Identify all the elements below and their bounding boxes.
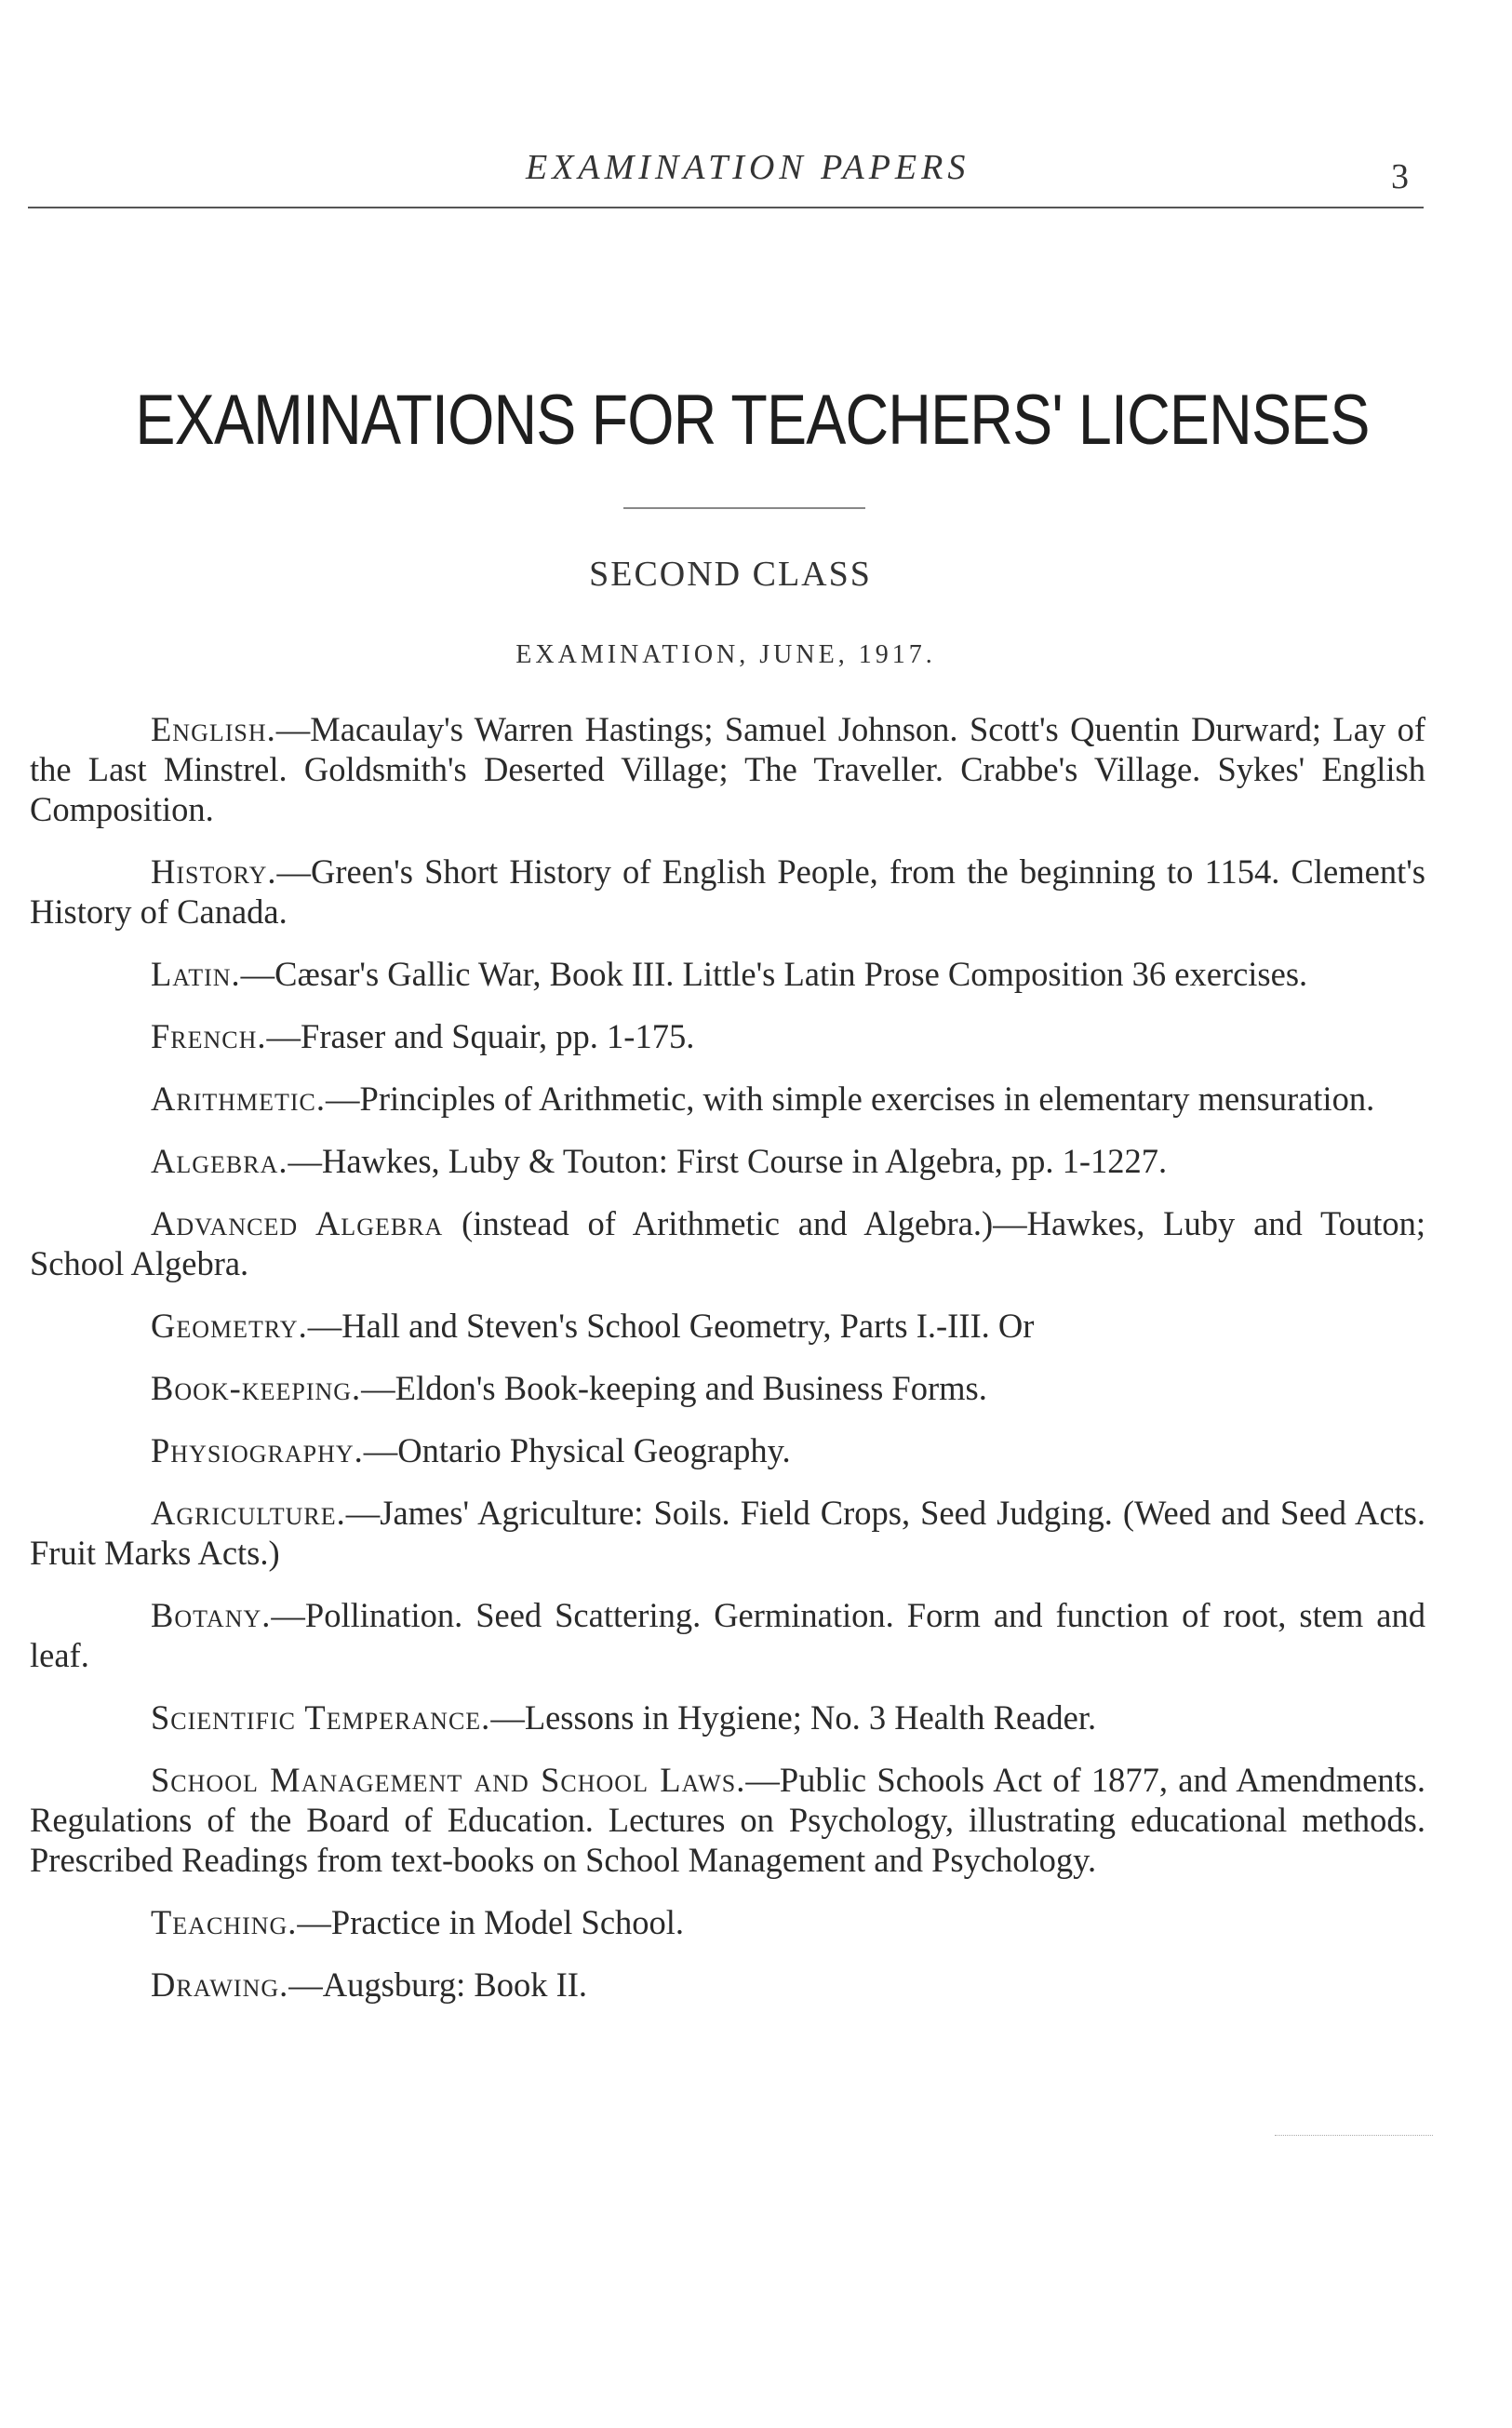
subject-list <box>30 709 1425 2027</box>
entry-book-keeping <box>30 1368 1425 1408</box>
entry-latin <box>30 954 1425 994</box>
subject-text: —Practice in Model School. <box>297 1903 685 1941</box>
entry-drawing <box>30 1965 1425 2005</box>
subject-name: Algebra. <box>151 1142 288 1180</box>
subject-text: —Fraser and Squair, pp. 1-175. <box>266 1017 695 1055</box>
print-speck <box>1275 2135 1433 2136</box>
entry-physiography <box>30 1430 1425 1470</box>
subject-name: Drawing. <box>151 1965 289 2004</box>
entry-teaching <box>30 1902 1425 1942</box>
entry-scientific-temperance <box>30 1697 1425 1737</box>
subject-text: —Eldon's Book-keeping and Business Forms. <box>361 1369 987 1407</box>
subject-name: Teaching. <box>151 1903 298 1941</box>
subject-text: —Public Schools Act of 1877, and Amendments. Regulations of the Board of Education. Lectures on Psychology, illustrating educational methods. Prescribed Readings from text-books on School Management and Psychology. <box>30 1761 1426 1879</box>
entry-history <box>30 852 1425 932</box>
subject-text: —Lessons in Hygiene; No. 3 Health Reader. <box>490 1698 1097 1737</box>
entry-botany <box>30 1595 1425 1675</box>
entry-geometry <box>30 1306 1425 1346</box>
subject-name: French. <box>151 1017 267 1055</box>
subject-text: —Pollination. Seed Scattering. Germination. Form and function of root, stem and leaf. <box>30 1596 1425 1674</box>
entry-advanced-algebra <box>30 1203 1425 1283</box>
subject-name: School Management and School Laws. <box>151 1761 746 1799</box>
entry-english <box>30 709 1425 829</box>
page-title: EXAMINATIONS FOR TEACHERS' LICENSES <box>135 381 1370 460</box>
entry-school-management <box>30 1760 1425 1880</box>
subject-name: Scientific Temperance. <box>151 1698 491 1737</box>
entry-french <box>30 1016 1425 1056</box>
subject-text: —Ontario Physical Geography. <box>363 1431 791 1469</box>
entry-agriculture <box>30 1493 1425 1573</box>
subject-text: (instead of Arithmetic and Algebra.)—Hawkes, Luby and Touton; School Algebra. <box>30 1204 1425 1282</box>
running-head: EXAMINATION PAPERS <box>526 148 970 187</box>
subject-text: —Cæsar's Gallic War, Book III. Little's Latin Prose Composition 36 exercises. <box>240 955 1308 993</box>
subject-text: —James' Agriculture: Soils. Field Crops, Seed Judging. (Weed and Seed Acts. Fruit Marks Acts.) <box>30 1494 1425 1572</box>
subject-name: English. <box>151 710 276 748</box>
page-number: 3 <box>1391 157 1409 196</box>
subject-text: —Hawkes, Luby & Touton: First Course in Algebra, pp. 1-1227. <box>288 1142 1168 1180</box>
header-rule <box>28 207 1424 208</box>
subject-text: —Principles of Arithmetic, with simple exercises in elementary mensuration. <box>326 1080 1375 1118</box>
subject-text: —Green's Short History of English People, from the beginning to 1154. Clement's History of Canada. <box>30 852 1425 931</box>
entry-arithmetic <box>30 1079 1425 1119</box>
subject-text: —Hall and Steven's School Geometry, Parts I.-III. Or <box>307 1307 1035 1345</box>
subject-name: Latin. <box>151 955 241 993</box>
subject-name: Arithmetic. <box>151 1080 327 1118</box>
subject-name: Book-keeping. <box>151 1369 362 1407</box>
subject-name: Agriculture. <box>151 1494 346 1532</box>
subject-name: Botany. <box>151 1596 272 1634</box>
entry-algebra <box>30 1141 1425 1181</box>
subject-name: Geometry. <box>151 1307 308 1345</box>
examination-date: EXAMINATION, JUNE, 1917. <box>515 640 936 669</box>
title-divider <box>623 507 865 509</box>
subject-name: History. <box>151 852 277 891</box>
subject-name: Physiography. <box>151 1431 364 1469</box>
class-heading: SECOND CLASS <box>589 555 872 594</box>
subject-text: —Augsburg: Book II. <box>288 1965 588 2004</box>
subject-text: —Macaulay's Warren Hastings; Samuel Johnson. Scott's Quentin Durward; Lay of the Last Minstrel. Goldsmith's Deserted Village; The Traveller. Crabbe's Village. Sykes' English Composition. <box>30 710 1425 828</box>
subject-name: Advanced Algebra <box>151 1204 444 1242</box>
